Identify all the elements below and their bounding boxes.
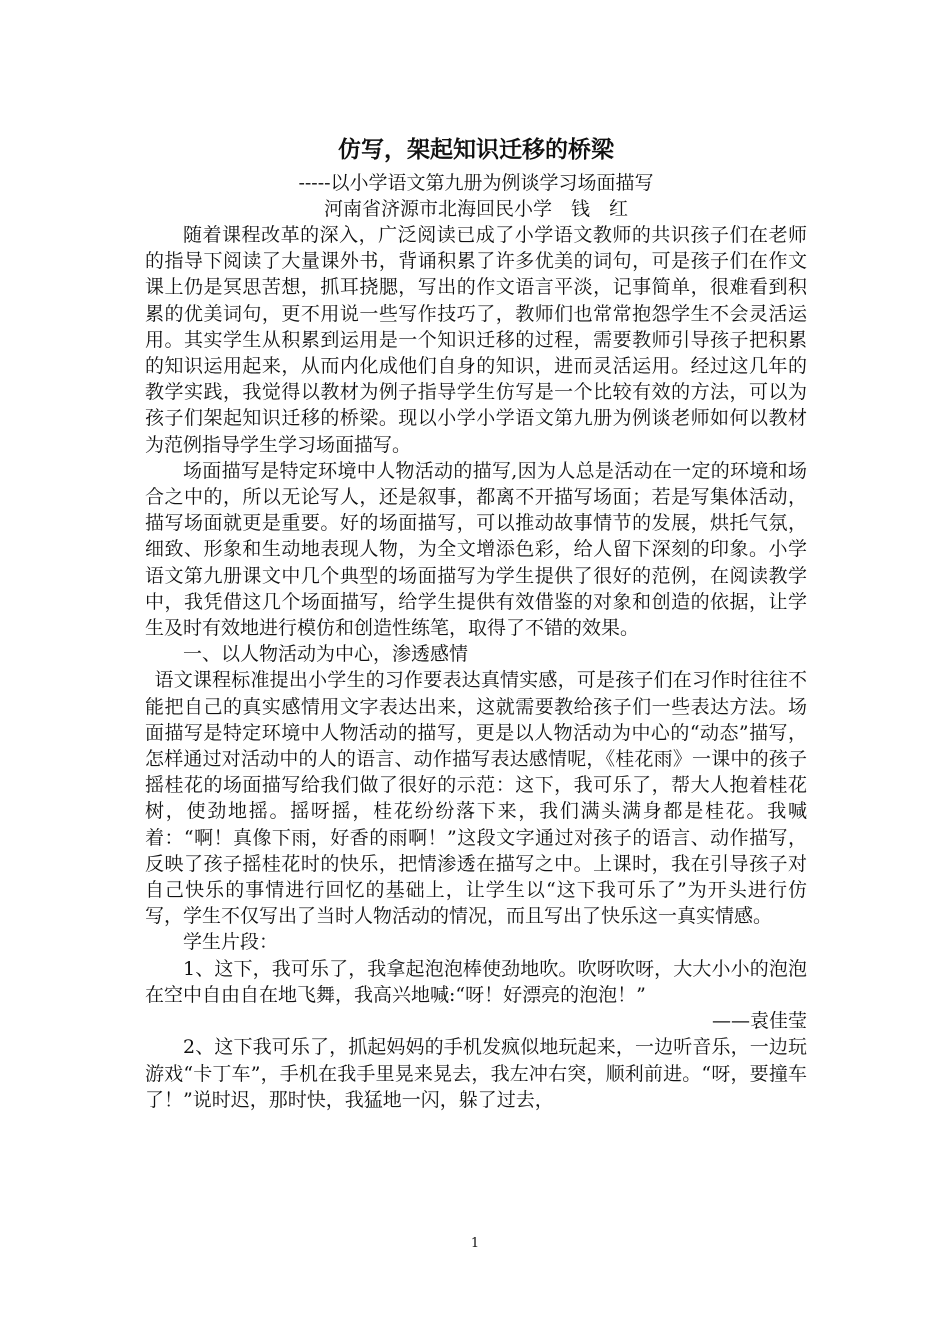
paragraph-intro: 随着课程改革的深入，广泛阅读已成了小学语文教师的共识孩子们在老师的指导下阅读了大量课外书，背诵积累了许多优美的词句，可是孩子们在作文课上仍是冥思苦想，抓耳挠腮，写出的作文语言平淡，记事简单，很难看到积累的优美词句，更不用说一些写作技巧了，教师们也常常抱怨学生不会灵活运用。其实学生从积累到运用是一个知识迁移的过程，需要教师引导孩子把积累的知识运用起来，从而内化成他们自身的知识，进而灵活运用。经过这几年的教学实践，我觉得以教材为例子指导学生仿写是一个比较有效的方法，可以为孩子们架起知识迁移的桥梁。现以小学小学语文第九册为例谈老师如何以教材为范例指导学生学习场面描写。: [145, 224, 807, 456]
section-heading-1: 一、以人物活动为中心，渗透感情: [183, 643, 469, 666]
document-subtitle: -----以小学语文第九册为例谈学习场面描写: [298, 172, 654, 194]
document-author: 河南省济源市北海回民小学 钱 红: [323, 198, 628, 220]
student-excerpt-1: 1、这下，我可乐了，我拿起泡泡棒使劲地吹。吹呀吹呀，大大小小的泡泡在空中自由自在地飞舞，我高兴地喊:“呀！好漂亮的泡泡！”: [145, 957, 807, 1006]
paragraph-section-1: 语文课程标准提出小学生的习作要表达真情实感，可是孩子们在习作时往往不能把自己的真实感情用文字表达出来，这就需要教给孩子们一些表达方法。场面描写是特定环境中人物活动的描写，更是以人物活动为中心的“动态”描写，怎样通过对活动中的人的语言、动作描写表达感情呢，《桂花雨》一课中的孩子摇桂花的场面描写给我们做了很好的示范：这下，我可乐了，帮大人抱着桂花树，使劲地摇。摇呀摇，桂花纷纷落下来，我们满头满身都是桂花。我喊着：“啊！真像下雨，好香的雨啊！”这段文字通过对孩子的语言、动作描写，反映了孩子摇桂花时的快乐，把情渗透在描写之中。上课时，我在引导孩子对自己快乐的事情进行回忆的基础上，让学生以“这下我可乐了”为开头进行仿写，学生不仅写出了当时人物活动的情况，而且写出了快乐这一真实情感。: [145, 669, 807, 928]
page-number: 1: [470, 1236, 480, 1251]
document-title: 仿写，架起知识迁移的桥梁: [338, 137, 614, 163]
student-excerpt-label: 学生片段：: [183, 931, 279, 954]
student-excerpt-1-author: ——袁佳莹: [711, 1010, 807, 1033]
paragraph-scene-description: 场面描写是特定环境中人物活动的描写,因为人总是活动在一定的环境和场合之中的，所以无论写人，还是叙事，都离不开描写场面；若是写集体活动，描写场面就更是重要。好的场面描写，可以推动故事情节的发展，烘托气氛，细致、形象和生动地表现人物，为全文增添色彩，给人留下深刻的印象。小学语文第九册课文中几个典型的场面描写为学生提供了很好的范例，在阅读教学中，我凭借这几个场面描写，给学生提供有效借鉴的对象和创造的依据，让学生及时有效地进行模仿和创造性练笔，取得了不错的效果。: [145, 459, 807, 640]
student-excerpt-2: 2、这下我可乐了，抓起妈妈的手机发疯似地玩起来，一边听音乐，一边玩游戏“卡丁车”，手机在我手里晃来晃去，我左冲右突，顺利前进。“呀，要撞车了！”说时迟，那时快，我猛地一闪，躲了过去，: [145, 1036, 807, 1111]
document-body: [145, 132, 807, 1113]
